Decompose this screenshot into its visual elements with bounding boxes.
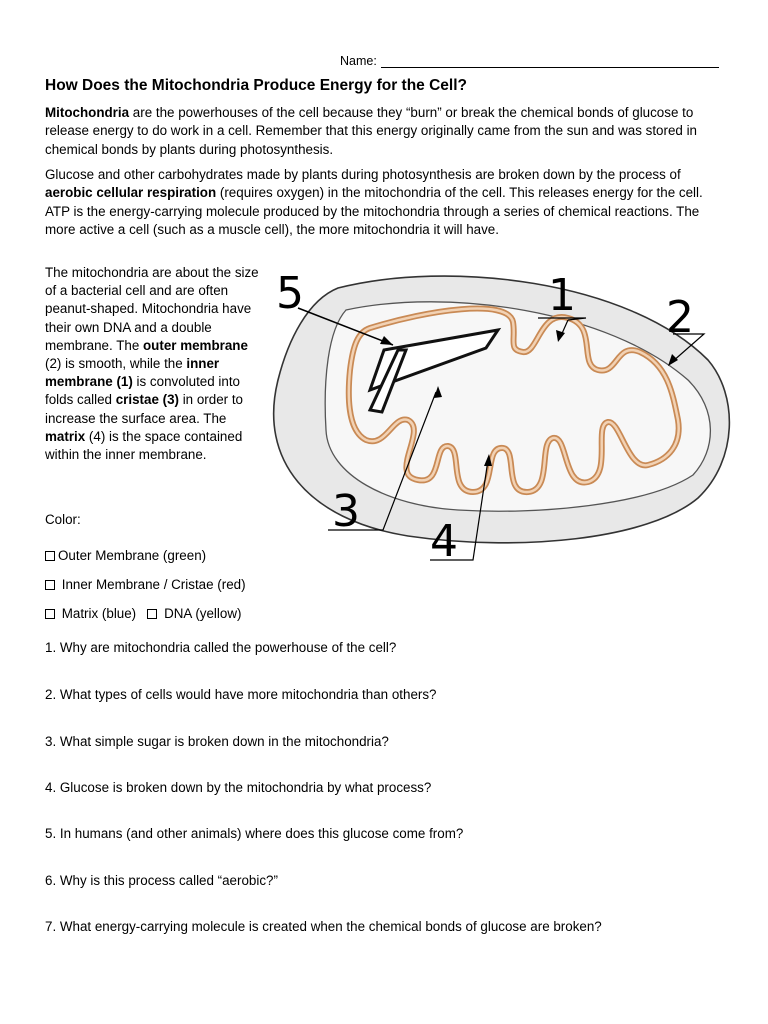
color-item-label: Outer Membrane (green)	[58, 548, 207, 563]
intro-p2-text-b: (requires oxygen) in the mitochondria of the cell. This releases energy for the cell. ATP is the energy-carrying molecule produced by the mitochondria through a series of chemical reactions. The more active a cell (such as a muscle cell), the more mitochondria it will have.	[45, 185, 703, 238]
mitochondrion-diagram	[268, 270, 738, 566]
name-field[interactable]	[340, 54, 719, 68]
label-3: 3	[332, 486, 360, 537]
label-4: 4	[430, 516, 458, 566]
color-item-label: Matrix (blue)	[61, 606, 137, 621]
question-5: 5. In humans (and other animals) where does this glucose come from?	[45, 826, 464, 841]
mitochondria-description	[45, 264, 263, 464]
label-2: 2	[666, 292, 694, 343]
question-3: 3. What simple sugar is broken down in the mitochondria?	[45, 734, 389, 749]
color-item-label: DNA (yellow)	[164, 606, 242, 621]
checkbox-icon[interactable]	[45, 609, 55, 619]
intro-p1-text: are the powerhouses of the cell because they “burn” or break the chemical bonds of glucose to release energy to do work in a cell. Remember that this energy originally came from the sun and was stored in chemical bonds by plants during photosynthesis.	[45, 105, 697, 157]
color-item-label: Inner Membrane / Cristae (red)	[61, 577, 246, 592]
desc-matrix: matrix	[45, 428, 86, 444]
page-title: How Does the Mitochondria Produce Energy for the Cell?	[45, 77, 467, 94]
desc-cristae: cristae (3)	[115, 392, 179, 408]
intro-p2-text-a: Glucose and other carbohydrates made by plants during photosynthesis are broken down by the process of	[45, 167, 681, 182]
label-5: 5	[276, 270, 304, 319]
question-6: 6. Why is this process called “aerobic?”	[45, 873, 278, 888]
checkbox-icon[interactable]	[45, 551, 55, 561]
name-blank[interactable]	[381, 55, 719, 68]
desc-outer-membrane: outer membrane	[143, 337, 248, 353]
color-item-inner-membrane[interactable]	[45, 577, 246, 592]
label-1: 1	[548, 270, 576, 321]
desc-text-5: (4) is the space contained within the inner membrane.	[45, 428, 243, 463]
aerobic-respiration-bold: aerobic cellular respiration	[45, 185, 217, 201]
question-1: 1. Why are mitochondria called the powerhouse of the cell?	[45, 640, 397, 655]
color-label: Color:	[45, 512, 81, 527]
checkbox-icon[interactable]	[45, 580, 55, 590]
color-items-matrix-dna	[45, 606, 241, 621]
mitochondria-bold: Mitochondria	[45, 105, 130, 120]
intro-paragraph-2	[45, 166, 725, 240]
desc-inner-membrane: inner membrane (1)	[45, 356, 220, 390]
desc-text-2: (2) is smooth, while the	[45, 356, 187, 372]
intro-paragraph-1	[45, 104, 725, 159]
question-2: 2. What types of cells would have more mitochondria than others?	[45, 687, 437, 702]
question-7: 7. What energy-carrying molecule is created when the chemical bonds of glucose are broken?	[45, 919, 602, 934]
question-4: 4. Glucose is broken down by the mitochondria by what process?	[45, 780, 432, 795]
desc-text-4: in order to increase the surface area. The	[45, 392, 243, 426]
desc-text-3: is convoluted into folds called	[45, 374, 241, 408]
name-label: Name:	[340, 54, 377, 68]
checkbox-icon[interactable]	[147, 609, 157, 619]
color-item-outer-membrane[interactable]	[45, 548, 206, 563]
desc-text-1: The mitochondria are about the size of a bacterial cell and are often peanut-shaped. Mitochondria have their own DNA and a double membrane. The	[45, 265, 259, 353]
